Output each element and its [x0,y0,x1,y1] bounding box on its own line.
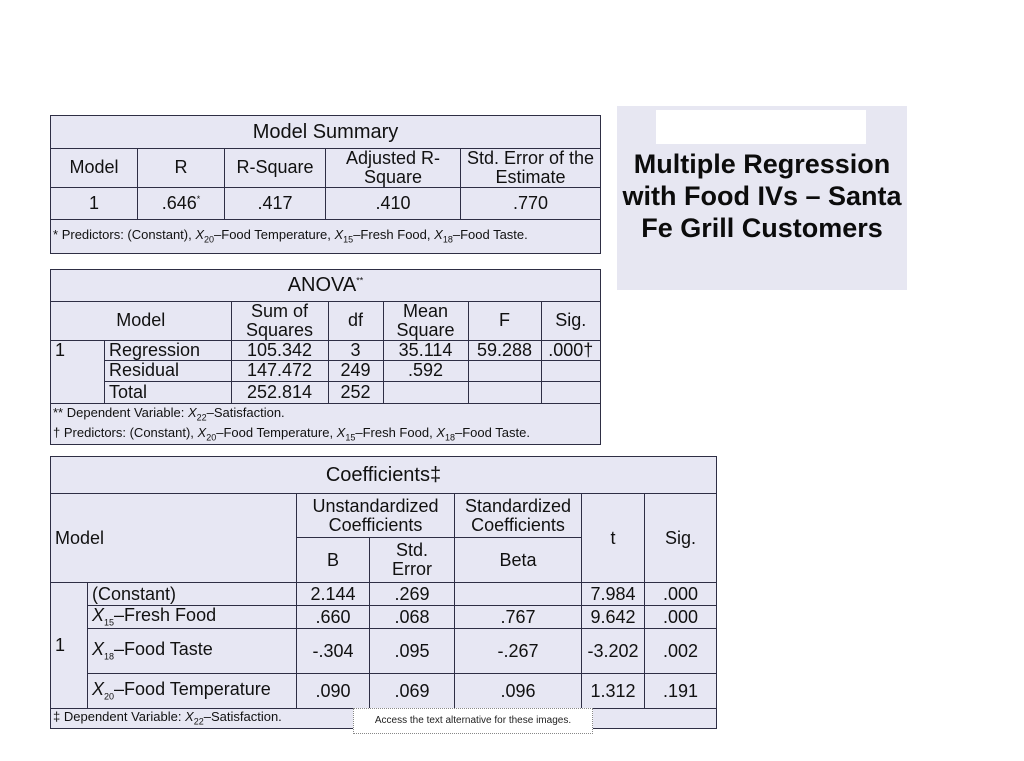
coef-beta [455,583,582,606]
coef-row-label: $X_{15}$–Fresh Food [88,606,297,629]
anova-row-label: Total [105,381,232,403]
anova-table [50,269,601,445]
coef-b: 2.144 [297,583,370,606]
slide-title-panel [617,106,907,290]
summary-r-square-value: .417 [225,187,326,219]
coef-beta: .767 [455,606,582,629]
coef-header-sig: Sig. [645,494,717,583]
coef-header-beta: Beta [455,538,582,583]
model-summary-footnote: * Predictors: (Constant), $X_{20}$–Food Temperature, $X_{15}$–Fresh Food, $X_{18}$–Food Taste. [51,219,601,253]
coef-row-label: $X_{20}$–Food Temperature [88,674,297,709]
coef-t: 7.984 [582,583,645,606]
coef-header-b: B [297,538,370,583]
anova-sig: .000† [541,340,600,360]
coef-sig: .002 [645,629,717,674]
anova-sig [541,381,600,403]
coef-beta: .096 [455,674,582,709]
coef-row-label: $X_{18}$–Food Taste [88,629,297,674]
coef-t: 1.312 [582,674,645,709]
coef-b: -.304 [297,629,370,674]
anova-ms [383,381,468,403]
coef-se: .068 [370,606,455,629]
anova-title: ANOVA** [51,270,601,302]
header-r-square: R-Square [225,149,326,188]
anova-f: 59.288 [468,340,541,360]
slide-title: Multiple Regression with Food IVs – Santa Fe Grill Customers [622,149,902,243]
coef-b: .660 [297,606,370,629]
coef-t: -3.202 [582,629,645,674]
anova-header-f: F [468,302,541,341]
model-summary-table [50,115,601,254]
anova-ms: .592 [383,360,468,381]
coef-header-standardized: Standardized Coefficients [455,494,582,538]
anova-sig [541,360,600,381]
coef-header-unstandardized: Unstandardized Coefficients [297,494,455,538]
anova-header-df: df [328,302,383,341]
anova-header-sig: Sig. [541,302,600,341]
header-adjusted-r-square: Adjusted R-Square [326,149,461,188]
coef-sig: .000 [645,606,717,629]
anova-df: 252 [328,381,383,403]
coef-header-t: t [582,494,645,583]
summary-std-error-value: .770 [461,187,601,219]
header-r: R [138,149,225,188]
model-summary-title: Model Summary [51,116,601,149]
anova-df: 249 [328,360,383,381]
anova-ms: 35.114 [383,340,468,360]
coef-beta: -.267 [455,629,582,674]
coef-header-std-error: Std. Error [370,538,455,583]
coef-row-label: (Constant) [88,583,297,606]
coef-se: .095 [370,629,455,674]
coef-sig: .191 [645,674,717,709]
anova-row-label: Residual [105,360,232,381]
anova-row-label: Regression [105,340,232,360]
anova-header-sum-of-squares: Sum of Squares [231,302,328,341]
coef-sig: .000 [645,583,717,606]
anova-footnotes: ** Dependent Variable: $X_{22}$–Satisfaction. † Predictors: (Constant), $X_{20}$–Food Temperature, $X_{15}$–Fresh Food, $X_{18}$–Food Taste. [51,403,601,444]
anova-f [468,381,541,403]
summary-model-value: 1 [51,187,138,219]
coef-model-number: 1 [51,583,88,709]
anova-ss: 147.472 [231,360,328,381]
summary-r-value: .646* [138,187,225,219]
anova-model-number: 1 [51,340,105,403]
text-alternative-link[interactable]: Access the text alternative for these images. [353,708,593,734]
title-panel-blank-box [656,110,866,144]
coef-se: .269 [370,583,455,606]
coefficients-table [50,456,717,729]
anova-header-mean-square: Mean Square [383,302,468,341]
anova-ss: 105.342 [231,340,328,360]
anova-ss: 252.814 [231,381,328,403]
header-model: Model [51,149,138,188]
anova-f [468,360,541,381]
coefficients-footnote: ‡ Dependent Variable: $X_{22}$–Satisfaction. [51,709,717,729]
header-std-error-estimate: Std. Error of the Estimate [461,149,601,188]
anova-df: 3 [328,340,383,360]
summary-adj-r-square-value: .410 [326,187,461,219]
anova-header-model: Model [51,302,232,341]
coefficients-title: Coefficients‡ [51,457,717,494]
coef-header-model: Model [51,494,297,583]
coef-b: .090 [297,674,370,709]
coef-se: .069 [370,674,455,709]
coef-t: 9.642 [582,606,645,629]
